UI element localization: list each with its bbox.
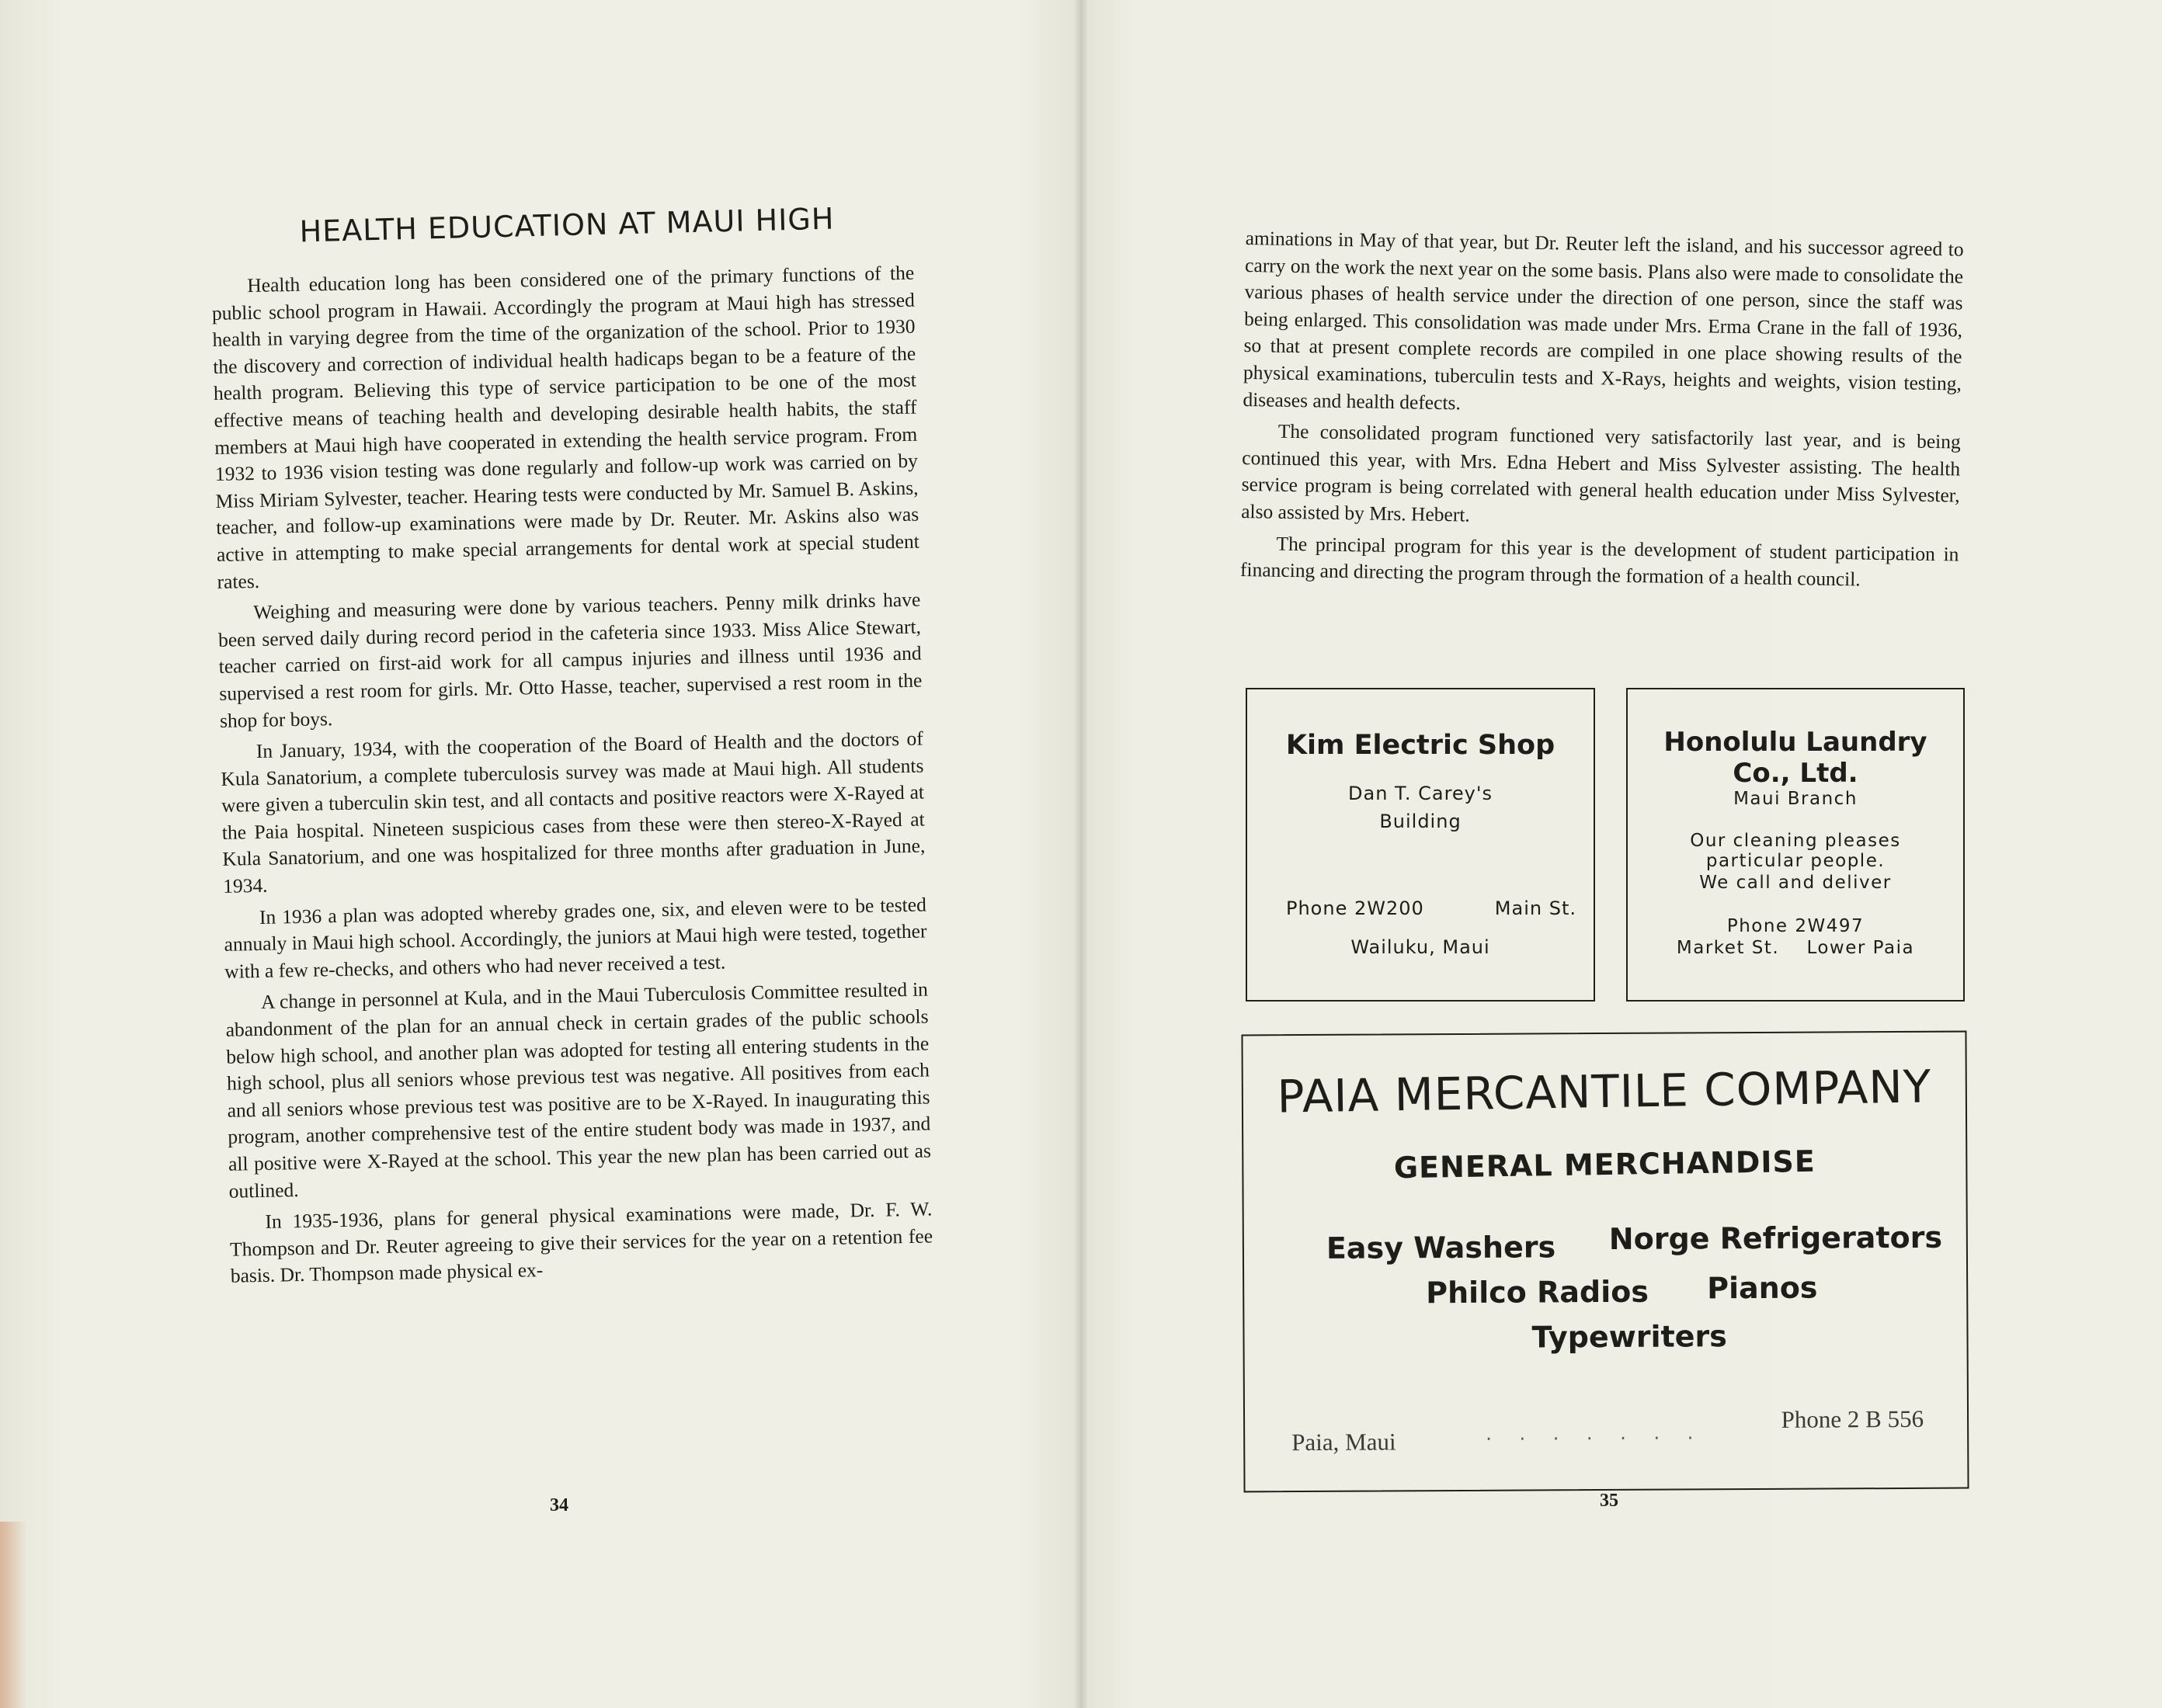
ad-product: Pianos xyxy=(1707,1270,1818,1306)
ad-address-line: Building xyxy=(1379,811,1462,832)
page-number-left: 34 xyxy=(550,1495,568,1515)
ad-name: Kim Electric Shop xyxy=(1285,730,1555,761)
ad-paia-mercantile xyxy=(1241,1031,1969,1493)
ad-name-line: Co., Ltd. xyxy=(1733,758,1858,789)
ad-street: Main St. xyxy=(1494,897,1576,919)
paragraph: In January, 1934, with the cooperation of the Board of Health and the doctors of Kula Sanatorium, a complete tuberculosis survey was made at Maui high. All students were given a tuberculin skin test, and all contacts and positive reactors were X-Rayed at the Paia hospital. Nineteen suspicious cases from these were then stereo-X-Rayed at Kula Sanatorium, and one was hospitalized for three months after graduation in June, 1934. xyxy=(221,727,926,897)
page-number-right: 35 xyxy=(1600,1491,1618,1511)
ad-kim-electric-shop xyxy=(1246,688,1595,1002)
ad-product: Norge Refrigerators xyxy=(1608,1220,1943,1256)
ad-city: Wailuku, Maui xyxy=(1350,936,1490,958)
ad-product: Easy Washers xyxy=(1326,1230,1556,1265)
ad-name: PAIA MERCANTILE COMPANY xyxy=(1277,1060,1932,1123)
ad-address-line: Dan T. Carey's xyxy=(1348,783,1493,804)
paragraph: Weighing and measuring were done by various teachers. Penny milk drinks have been served daily during record period in the cafeteria since 1933. Miss Alice Stewart, teacher carried on first-aid work for all campus injuries and illness until 1936 and supervised a rest room for girls. Mr. Otto Hasse, teacher, supervised a rest room in the shop for boys. xyxy=(217,588,923,732)
article-title: HEALTH EDUCATION AT MAUI HIGH xyxy=(299,201,835,249)
book-gutter xyxy=(1075,0,1087,1708)
left-page-body xyxy=(211,260,933,1295)
paragraph: A change in personnel at Kula, and in the Maui Tuberculosis Committee resulted in abandonment of the plan for an annual check in certain grades of the public schools below high school, and another plan was adopted for testing all entering students in the high school, plus all seniors whose previous test was negative. All positives from each and all seniors whose previous test was positive are to be X-Rayed. In inaugurating this program, another comprehensive test of the entire student body was made in 1937, and all positive were X-Rayed at the school. This year the new plan has been carried out as outlined. xyxy=(225,977,932,1203)
paragraph: aminations in May of that year, but Dr. Reuter left the island, and his successor agreed to carry on the work the next year on the some basis. Plans also were made to consolidate the various phases of health service under the direction of one person, since the staff was being enlarged. This consolidation was made under Mrs. Erma Crane in the fall of 1936, so that at present complete records are compiled in one place showing results of the physical examinations, tuberculin tests and X-Rays, heights and weights, vision testing, diseases and health defects. xyxy=(1243,226,1964,414)
ad-address: Market St. Lower Paia xyxy=(1676,938,1915,958)
paragraph: The principal program for this year is the development of student participation in financing and directing the program through the formation of a health council. xyxy=(1239,532,1959,591)
ad-product: Philco Radios xyxy=(1426,1274,1649,1311)
ad-name xyxy=(1628,727,1963,789)
paragraph: In 1935-1936, plans for general physical examinations were made, Dr. F. W. Thompson and Dr. Reuter agreeing to give their services for the year on a retention fee basis. Dr. Thompson made physical ex- xyxy=(229,1197,933,1288)
ad-phone: Phone 2W497 xyxy=(1726,916,1865,936)
paragraph: In 1936 a plan was adopted whereby grades one, six, and eleven were to be tested annualy in Maui high school. Accordingly, the juniors at Maui high were tested, together with a few re-checks, and others who had never received a test. xyxy=(224,893,927,983)
edge-stain xyxy=(0,1522,26,1708)
ad-name-line: Honolulu Laundry xyxy=(1663,727,1927,758)
ad-slogan: We call and deliver xyxy=(1699,873,1892,893)
ad-phone: Phone 2W200 xyxy=(1286,897,1424,919)
paragraph: Health education long has been considered one of the primary functions of the public school program in Hawaii. Accordingly the program at Maui high has stressed health in varying degree from the time of the organization of the school. Prior to 1930 the discovery and correction of individual health hadicaps began to be a feature of the health program. Believing this type of service participation to be one of the most effective means of teaching health and developing desirable health habits, the staff members at Maui high have cooperated in extending the health service program. From 1932 to 1936 vision testing was done regularly and follow-up work was carried on by Miss Miriam Sylvester, teacher. Hearing tests were conducted by Mr. Samuel B. Askins, teacher, and follow-up examinations were made by Dr. Reuter. Mr. Askins also was active in attempting to make special arrangements for dental work at special student rates. xyxy=(211,261,920,593)
ad-honolulu-laundry xyxy=(1626,688,1965,1002)
ad-dot-leader: . . . . . . . xyxy=(1486,1422,1705,1445)
ad-product: Typewriters xyxy=(1531,1319,1727,1355)
paragraph: The consolidated program functioned very satisfactorily last year, and is being continued this year, with Mrs. Edna Hebert and Miss Sylvester assisting. The health service program is being correlated with general health education under Miss Sylvester, also assisted by Mrs. Hebert. xyxy=(1240,419,1961,526)
ad-slogan: Our cleaning pleases xyxy=(1690,831,1901,851)
ad-phone: Phone 2 B 556 xyxy=(1781,1404,1924,1433)
ad-town: Paia, Maui xyxy=(1291,1428,1396,1456)
right-page-body xyxy=(1240,225,1964,599)
ad-branch: Maui Branch xyxy=(1733,789,1858,809)
ad-slogan: particular people. xyxy=(1705,851,1886,871)
ad-tagline: GENERAL MERCHANDISE xyxy=(1393,1144,1816,1186)
